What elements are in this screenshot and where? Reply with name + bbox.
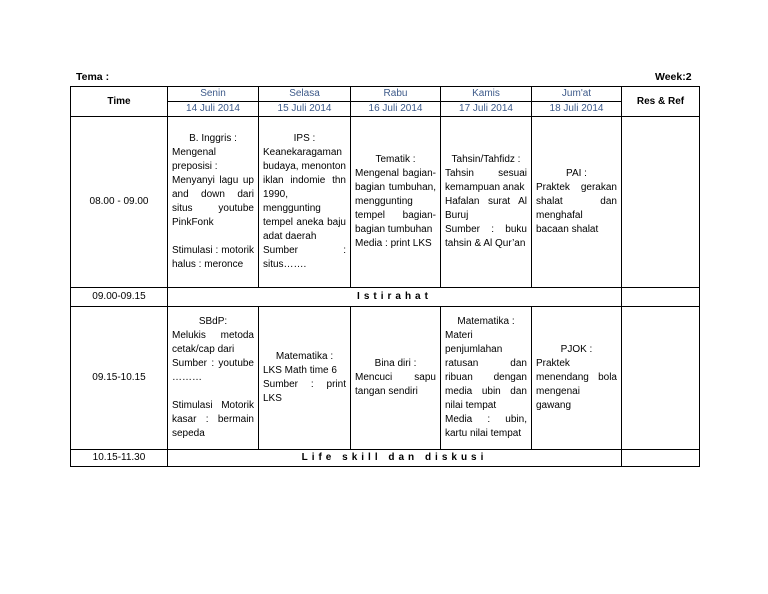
activity-line: Mencuci sapu tangan sendiri [355, 372, 436, 397]
time-column-header: Time [71, 87, 168, 117]
activity-line: Stimulasi Motorik kasar : bermain sepeda [172, 400, 254, 439]
time-cell: 09.15-10.15 [71, 307, 168, 450]
activity-line [172, 385, 254, 399]
activity-cell-kamis [441, 117, 532, 288]
activity-line: Sumber : youtube ……… [172, 358, 254, 383]
break-row-life-skill [71, 450, 700, 467]
activity-cell-selasa [259, 307, 351, 450]
res-ref-column-header: Res & Ref [622, 87, 700, 117]
res-ref-cell [622, 288, 700, 307]
activity-line: LKS Math time 6 [263, 365, 337, 376]
activity-line: Mengenal bagian-bagian tumbuhan, menggunting tempel bagian-bagian tumbuhan [355, 168, 436, 235]
activity-title: PAI : [566, 168, 587, 179]
date-header-kamis: 17 Juli 2014 [441, 102, 532, 117]
activity-line: Praktek gerakan shalat dan menghafal bacaan shalat [536, 182, 617, 235]
activity-line: Tahsin sesuai kemampuan anak [445, 168, 527, 193]
week-label: Week:2 [655, 71, 692, 83]
activity-line: Hafalan surat Al Buruj [445, 196, 527, 221]
break-label: Istirahat [168, 288, 622, 307]
activity-cell-senin [168, 307, 259, 450]
date-header-jumat: 18 Juli 2014 [532, 102, 622, 117]
day-header-jumat: Jum'at [532, 87, 622, 102]
time-cell: 10.15-11.30 [71, 450, 168, 467]
activity-line: Media : print LKS [355, 238, 432, 249]
day-header-rabu: Rabu [351, 87, 441, 102]
activity-line [172, 230, 254, 244]
activity-title: B. Inggris : [189, 133, 237, 144]
res-ref-cell [622, 307, 700, 450]
activity-line: Melukis metoda cetak/cap dari [172, 330, 254, 355]
activity-line: Keanekaragaman budaya, menonton iklan indomie thn 1990, menggunting tempel aneka baju adat daerah [263, 147, 346, 242]
time-cell: 08.00 - 09.00 [71, 117, 168, 288]
activity-line: Praktek menendang bola mengenai gawang [536, 358, 617, 411]
activity-title: Matematika : [275, 351, 334, 362]
activity-line: Sumber : print LKS [263, 379, 346, 404]
activity-line: Sumber : situs……. [263, 245, 346, 270]
time-cell: 09.00-09.15 [71, 288, 168, 307]
header-row-days [71, 87, 700, 102]
activity-cell-kamis [441, 307, 532, 450]
break-label: Life skill dan diskusi [168, 450, 622, 467]
activity-cell-selasa [259, 117, 351, 288]
activity-cell-rabu [351, 307, 441, 450]
day-header-kamis: Kamis [441, 87, 532, 102]
activity-line: Sumber : buku tahsin & Al Qur’an [445, 224, 527, 249]
schedule-table [70, 86, 700, 467]
activity-cell-rabu [351, 117, 441, 288]
schedule-row-2 [71, 307, 700, 450]
activity-title: Tematik : [375, 154, 416, 165]
schedule-row-1 [71, 117, 700, 288]
activity-title: Tahsin/Tahfidz : [451, 154, 521, 165]
activity-line: Mengenal preposisi : [172, 147, 218, 172]
activity-title: PJOK : [560, 344, 593, 355]
activity-title: Bina diri : [374, 358, 417, 369]
theme-label: Tema : [76, 71, 110, 83]
date-header-selasa: 15 Juli 2014 [259, 102, 351, 117]
activity-title: Matematika : [457, 316, 515, 327]
activity-line: Media : ubin, kartu nilai tempat [445, 414, 527, 439]
res-ref-cell [622, 117, 700, 288]
activity-cell-jumat [532, 117, 622, 288]
day-header-senin: Senin [168, 87, 259, 102]
activity-line: Materi penjumlahan ratusan dan ribuan dengan media ubin dan nilai tempat [445, 330, 527, 411]
activity-line: Menyanyi lagu up and down dari situs youtube PinkFonk [172, 175, 254, 228]
day-header-selasa: Selasa [259, 87, 351, 102]
activity-cell-senin [168, 117, 259, 288]
activity-title: IPS : [293, 133, 316, 144]
date-header-senin: 14 Juli 2014 [168, 102, 259, 117]
break-row-istirahat [71, 288, 700, 307]
activity-title: SBdP: [198, 316, 228, 327]
date-header-rabu: 16 Juli 2014 [351, 102, 441, 117]
activity-cell-jumat [532, 307, 622, 450]
activity-line: Stimulasi : motorik halus : meronce [172, 245, 254, 270]
res-ref-cell [622, 450, 700, 467]
